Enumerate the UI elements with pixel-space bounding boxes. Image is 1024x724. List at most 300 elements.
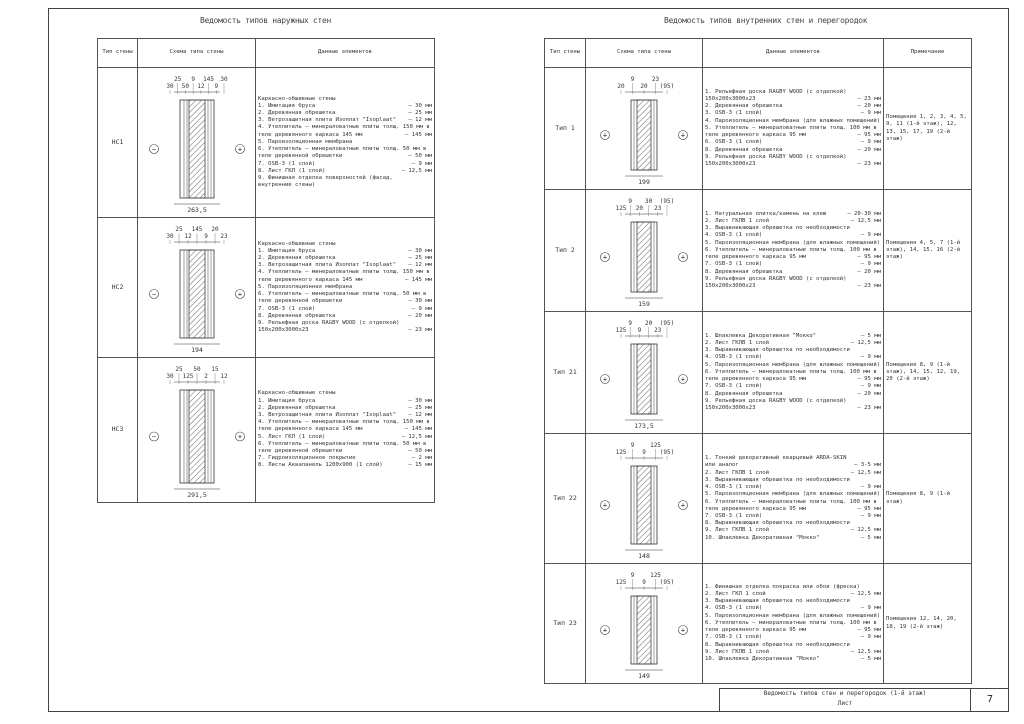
layer-line: [705, 649, 881, 656]
layer-text: 5. Пароизоляционная мембрана (для влажных помещений): [705, 361, 881, 368]
dimension-label: 9: [213, 82, 218, 90]
layer-text: 6. Утеплитель – минераловатные плиты толщ. 100 мм в: [705, 368, 877, 375]
layer-line: [705, 118, 881, 125]
layer-text: 5. Пароизоляционная мембрана (для влажных помещений): [705, 612, 881, 619]
layer-text: 5. Пароизоляционная мембрана (для влажных помещений): [705, 239, 881, 246]
layer-line: [705, 513, 881, 520]
layer-text: 7. OSB-3 (1 слой): [258, 160, 316, 167]
layer-thickness: – 20-30 мм: [847, 210, 881, 217]
table-row: [545, 68, 972, 190]
layer-text: 8. Выравнивающая обрешетка по необходимости: [705, 641, 850, 648]
layer-text: 1. Имитация бруса: [258, 397, 316, 404]
dimension-label: 9: [642, 448, 646, 456]
layer-line: [258, 412, 432, 419]
layer-text: 9. Рельефная доска RAGBY WOOD (с отделкой): [258, 319, 400, 326]
layer-text: 8. Деревянная обрешетка: [705, 390, 783, 397]
layer-text: 8. Деревянная обрешетка: [705, 146, 783, 153]
layer-thickness: [429, 96, 432, 103]
layer-line: [258, 448, 432, 455]
layer-line: [258, 455, 432, 462]
layer-text: 1. Натуральная плитка/камень на клею: [705, 210, 827, 217]
layer-text: 1. Рельефная доска RAGBY WOOD (с отделкой): [705, 88, 847, 95]
svg-text:+: +: [680, 375, 686, 383]
layer-thickness: – 30 мм: [408, 298, 432, 305]
layer-thickness: – 20 мм: [857, 103, 881, 110]
layer-line: [705, 634, 881, 641]
layer-thickness: – 12,5 мм: [850, 648, 881, 655]
layer-text: 3. Выравнивающая обрешетка по необходимости: [705, 476, 850, 483]
layer-text: теле деревянного каркаса 95 мм: [705, 132, 807, 139]
layer-text: 2. Лист ГКЛВ 1 слой: [705, 469, 769, 476]
layer-line: [258, 306, 432, 313]
layer-line: [705, 369, 881, 376]
wall-section-drawing: [141, 70, 253, 216]
layer-line: [258, 103, 432, 110]
layer-line: [705, 147, 881, 154]
svg-text:−: −: [151, 432, 156, 441]
layer-thickness: – 3-5 мм: [854, 462, 881, 469]
layer-line: [258, 284, 432, 291]
layer-line: [705, 627, 881, 634]
layer-thickness: – 20 мм: [857, 390, 881, 397]
dimension-label: (95): [659, 319, 675, 327]
layer-text: 6. Утеплитель – минераловатные плиты толщ. 50 мм в: [258, 146, 427, 153]
layer-thickness: [429, 139, 432, 146]
total-thickness-label: 149: [638, 671, 650, 680]
wall-scheme-cell: [138, 358, 256, 503]
layer-text: 7. OSB-3 (1 слой): [258, 305, 316, 312]
layer-thickness: – 23 мм: [857, 404, 881, 411]
layer-text: теле деревянного каркаса 145 мм: [258, 426, 363, 433]
layer-text: 5. Пароизоляционная мембрана: [258, 283, 353, 290]
layer-thickness: – 95 мм: [857, 254, 881, 261]
dimension-label: 125: [650, 441, 661, 449]
layer-line: [705, 354, 881, 361]
layer-thickness: – 50 мм: [408, 153, 432, 160]
dimension-label: 20: [640, 82, 648, 90]
svg-text:+: +: [237, 290, 242, 298]
table-row: [98, 358, 435, 503]
layer-thickness: [430, 419, 432, 426]
dimension-label: 25: [174, 365, 183, 373]
layer-text: 3. Ветрозащитная плита Изоплат "Isoplaat": [258, 411, 397, 418]
layer-line: [705, 362, 881, 369]
layer-text: 4. OSB-3 (1 слой): [705, 354, 763, 361]
layer-thickness: – 2 мм: [411, 455, 432, 462]
layer-thickness: [878, 247, 881, 254]
layer-text: 3. Выравнивающая обрешетка по необходимости: [705, 225, 850, 232]
layer-text: 4. Пароизоляционная мембрана (для влажных помещений): [705, 117, 881, 124]
table-row: [545, 190, 972, 312]
layer-thickness: [880, 613, 881, 620]
layer-text: 10. Шпаклевка Декоративная "Мокко": [705, 534, 820, 541]
layer-text: 150x200x3000x23: [705, 282, 756, 289]
layer-line: [258, 110, 432, 117]
dimension-label: 50: [181, 82, 189, 90]
dimension-label: 25: [173, 75, 181, 83]
layer-thickness: – 20 мм: [857, 146, 881, 153]
layer-line: [258, 398, 432, 405]
layer-text: 1. Имитация бруса: [258, 102, 316, 109]
layer-text: 150x200x3000x23: [705, 404, 756, 411]
dimension-label: 9: [628, 319, 633, 327]
wall-note: Помещения 8, 9 (1-й этаж), 14, 15, 12, 19, 20 (2-й этаж): [884, 312, 972, 434]
layer-line: [705, 462, 881, 469]
layer-text: 3. OSB-3 (1 слой): [705, 110, 763, 117]
layer-thickness: – 25 мм: [408, 404, 432, 411]
interior-walls-table: [544, 38, 972, 684]
wall-section-drawing: [589, 314, 699, 432]
layer-line: [258, 241, 432, 248]
layer-line: [258, 327, 432, 334]
layer-line: [705, 247, 881, 254]
layer-thickness: [429, 320, 432, 327]
layer-line: [258, 255, 432, 262]
svg-text:+: +: [602, 501, 608, 509]
table-row: [545, 434, 972, 564]
total-thickness-label: 159: [638, 299, 650, 308]
layer-text: 6. Утеплитель – минераловатные плиты толщ. 100 мм в: [705, 498, 877, 505]
wall-type-label: Тип 22: [545, 434, 586, 564]
layer-line: [258, 132, 432, 139]
layer-thickness: [878, 598, 881, 605]
layer-text: 8. Листы Аквапанель 1200x900 (1 слой): [258, 462, 383, 469]
table-row: [545, 564, 972, 684]
layer-line: [705, 218, 881, 225]
column-header-type: Тип стены: [545, 39, 586, 68]
layer-thickness: [878, 347, 881, 354]
layer-thickness: – 12 мм: [408, 117, 432, 124]
layer-thickness: – 23 мм: [857, 282, 881, 289]
layer-text: 150x200x3000x23: [705, 160, 756, 167]
layer-text: 2. Деревянная обрешетка: [258, 110, 336, 117]
layer-thickness: [878, 369, 881, 376]
layer-line: [258, 117, 432, 124]
layer-text: 2. Лист ГКЛВ 1 слой: [705, 218, 769, 225]
dimension-label: (95): [659, 578, 675, 586]
total-thickness-label: 194: [190, 345, 203, 354]
svg-text:+: +: [680, 626, 686, 634]
svg-text:+: +: [602, 375, 608, 383]
layer-text: 6. Утеплитель – минераловатные плиты толщ. 50 мм в: [258, 440, 427, 447]
dimension-label: 9: [637, 326, 642, 334]
layer-line: [705, 240, 881, 247]
layer-text: 3. Ветрозащитная плита Изоплат "Isoplaat": [258, 117, 397, 124]
layer-text: 5. Утеплитель – минераловатные плиты толщ. 100 мм в: [705, 124, 877, 131]
table-row: [98, 218, 435, 358]
wall-section-drawing: [589, 566, 699, 682]
layer-thickness: – 9 мм: [860, 261, 881, 268]
layer-thickness: [878, 89, 881, 96]
wall-type-label: Тип 21: [545, 312, 586, 434]
dimension-label: 2: [203, 372, 208, 380]
layer-line: [258, 124, 432, 131]
layer-text: 150x200x3000x23: [258, 327, 309, 334]
layer-line: [258, 277, 432, 284]
layer-text: 7. OSB-3 (1 слой): [705, 383, 763, 390]
layer-text: Каркасно-обшивные стены: [258, 240, 336, 247]
layer-thickness: [429, 390, 432, 397]
layer-text: теле деревянного каркаса 145 мм: [258, 276, 363, 283]
layer-text: 9. Рельефная доска RAGBY WOOD (с отделкой): [705, 397, 847, 404]
layer-thickness: – 20 мм: [408, 312, 432, 319]
wall-note: Помещения 1, 2, 3, 4, 5, 9, 11 (1-й этаж), 12, 13, 15, 17, 19 (2-й этаж): [884, 68, 972, 190]
layer-text: 2. Лист ГКЛВ 1 слой: [705, 340, 769, 347]
dimension-label: 9: [628, 197, 633, 205]
layer-thickness: [878, 455, 881, 462]
layer-thickness: [878, 520, 881, 527]
dimension-label: 9: [630, 571, 635, 579]
dimension-label: 30: [644, 197, 653, 205]
layer-line: [705, 154, 881, 161]
layer-thickness: [878, 499, 881, 506]
layer-line: [705, 225, 881, 232]
insulation-layer: [637, 344, 651, 414]
layer-text: 1. Тонкий декоративный кварцевый ARDA-SKIN: [705, 455, 847, 462]
layer-line: [705, 283, 881, 290]
dimension-label: (95): [659, 448, 675, 456]
title-block-title: Ведомость типов стен и перегородок (1-й этаж): [763, 690, 927, 697]
wall-layers-description: [703, 434, 884, 564]
layer-line: [258, 248, 432, 255]
dimension-label: 125: [615, 448, 627, 456]
layer-line: [705, 620, 881, 627]
layer-line: [705, 383, 881, 390]
layer-thickness: [430, 124, 432, 131]
insulation-layer: [637, 222, 651, 292]
dimension-label: 30: [165, 82, 174, 90]
layer-line: [258, 462, 432, 469]
wall-section-drawing: [141, 360, 253, 501]
svg-text:+: +: [237, 145, 242, 153]
layer-text: 8. Лист ГКЛ (1 слой): [258, 167, 326, 174]
layer-line: [705, 613, 881, 620]
dimension-label: 20: [635, 204, 644, 212]
column-header-scheme: Схема типа стены: [586, 39, 703, 68]
layer-text: 1. Шпаклевка Декоративная "Мокко": [705, 332, 817, 339]
layer-thickness: – 12,5 мм: [850, 340, 881, 347]
layer-line: [705, 535, 881, 542]
layer-line: [258, 298, 432, 305]
layer-thickness: – 5 мм: [860, 534, 881, 541]
svg-text:−: −: [151, 290, 156, 298]
layer-thickness: – 30 мм: [408, 102, 432, 109]
wall-note: Помещения 8, 9 (1-й этаж): [884, 434, 972, 564]
layer-thickness: – 9 мм: [860, 484, 881, 491]
table-row: [98, 68, 435, 218]
layer-line: [258, 96, 432, 103]
svg-text:+: +: [680, 501, 686, 509]
wall-scheme-cell: [586, 190, 703, 312]
dimension-label: 25: [174, 225, 183, 233]
layer-line: [258, 161, 432, 168]
column-header-data: Данные элементов: [256, 39, 435, 68]
layer-line: [705, 656, 881, 663]
layer-thickness: [878, 620, 881, 627]
layer-line: [258, 441, 432, 448]
layer-thickness: – 30 мм: [408, 397, 432, 404]
layer-line: [705, 499, 881, 506]
layer-thickness: – 95 мм: [857, 376, 881, 383]
layer-text: 6. OSB-3 (1 слой): [705, 139, 763, 146]
layer-text: 7. OSB-3 (1 слой): [705, 512, 763, 519]
layer-text: 6. Утеплитель – минераловатные плиты толщ. 100 мм в: [705, 246, 877, 253]
layer-line: [705, 96, 881, 103]
layer-thickness: [429, 441, 432, 448]
layer-thickness: – 23 мм: [857, 160, 881, 167]
wall-section-drawing: [589, 70, 699, 188]
dimension-label: 9: [642, 578, 646, 586]
layer-text: 4. Утеплитель – минераловатные плиты толщ. 150 мм в: [258, 124, 430, 131]
layer-line: [705, 125, 881, 132]
insulation-layer: [189, 250, 205, 338]
layer-thickness: – 5 мм: [860, 332, 881, 339]
svg-text:+: +: [602, 253, 608, 261]
layer-text: 4. OSB-3 (1 слой): [705, 232, 763, 239]
layer-thickness: [878, 642, 881, 649]
layer-line: [258, 390, 432, 397]
layer-line: [705, 139, 881, 146]
insulation-layer: [189, 100, 205, 198]
layer-text: или аналог: [705, 462, 739, 469]
dimension-label: 30: [165, 232, 174, 240]
wall-note: Помещения 4, 5, 7 (1-й этаж), 14, 15, 16 (2-й этаж): [884, 190, 972, 312]
layer-thickness: – 9 мм: [860, 605, 881, 612]
insulation-layer: [637, 466, 651, 544]
layer-thickness: [878, 398, 881, 405]
layer-line: [705, 591, 881, 598]
wall-layers-description: [703, 564, 884, 684]
layer-thickness: [880, 362, 881, 369]
layer-text: 9. Рельефная доска RAGBY WOOD (с отделкой): [705, 275, 847, 282]
dimension-label: 125: [182, 372, 193, 380]
layer-line: [258, 168, 432, 175]
layer-line: [705, 232, 881, 239]
layer-thickness: [878, 225, 881, 232]
dimension-label: (95): [659, 82, 675, 90]
layer-text: 5. Лист ГКЛ (1 слой): [258, 433, 326, 440]
layer-thickness: – 9 мм: [860, 512, 881, 519]
layer-thickness: – 25 мм: [408, 110, 432, 117]
svg-text:+: +: [602, 626, 608, 634]
insulation-layer: [637, 596, 651, 664]
layer-text: 9. Финишная отделка поверхностей (фасад,: [258, 174, 393, 181]
layer-text: 7. Гидроизоляционное покрытие: [258, 455, 356, 462]
wall-type-label: НС2: [98, 218, 138, 358]
dimension-label: 23: [654, 204, 662, 212]
dimension-label: 125: [650, 571, 661, 579]
layer-line: [258, 269, 432, 276]
layer-thickness: – 12,5 мм: [850, 527, 881, 534]
layer-thickness: – 25 мм: [408, 255, 432, 262]
layer-text: 150x200x3000x23: [705, 96, 756, 103]
dimension-label: 12: [219, 372, 228, 380]
svg-text:−: −: [151, 145, 156, 153]
layer-line: [705, 398, 881, 405]
wall-type-label: Тип 23: [545, 564, 586, 684]
layer-thickness: [430, 269, 432, 276]
layer-thickness: – 145 мм: [405, 426, 432, 433]
layer-thickness: – 9 мм: [860, 634, 881, 641]
layer-line: [705, 455, 881, 462]
layer-line: [258, 175, 432, 182]
wall-scheme-cell: [138, 68, 256, 218]
wall-layers-description: [703, 68, 884, 190]
layer-text: Каркасно-обшивные стены: [258, 95, 336, 102]
layer-line: [705, 211, 881, 218]
wall-section-drawing: [589, 436, 699, 562]
layer-text: 9. Лист ГКЛВ 1 слой: [705, 527, 769, 534]
wall-type-label: Тип 1: [545, 68, 586, 190]
layer-text: 2. Лист ГКЛ 1 слой: [705, 591, 766, 598]
layer-line: [705, 103, 881, 110]
layer-thickness: – 9 мм: [860, 139, 881, 146]
layer-thickness: – 5 мм: [860, 655, 881, 662]
layer-line: [705, 605, 881, 612]
layer-text: 7. OSB-3 (1 слой): [705, 634, 763, 641]
wall-type-label: НС1: [98, 68, 138, 218]
layer-text: 4. Утеплитель – минераловатные плиты толщ. 150 мм в: [258, 419, 430, 426]
wall-layers-description: [703, 190, 884, 312]
layer-line: [705, 491, 881, 498]
wall-section-drawing: [141, 220, 253, 356]
column-header-note: Примечание: [884, 39, 972, 68]
sheet-number: 7: [986, 694, 994, 705]
wall-scheme-cell: [586, 312, 703, 434]
total-thickness-label: 148: [638, 551, 650, 560]
dimension-label: 125: [615, 578, 627, 586]
layer-text: теле деревянного каркаса 145 мм: [258, 131, 363, 138]
title-block-name: [720, 689, 971, 712]
layer-thickness: – 9 мм: [860, 354, 881, 361]
layer-line: [258, 139, 432, 146]
layer-thickness: [878, 154, 881, 161]
layer-line: [258, 313, 432, 320]
layer-text: 3. Выравнивающая обрешетка по необходимости: [705, 347, 850, 354]
svg-text:+: +: [237, 432, 242, 441]
title-block: [719, 688, 1009, 712]
layer-thickness: – 23 мм: [408, 327, 432, 334]
dimension-label: 15: [210, 365, 219, 373]
layer-text: 4. OSB-3 (1 слой): [705, 484, 763, 491]
layer-line: [705, 391, 881, 398]
insulation-layer: [189, 390, 205, 483]
layer-text: 9. Рельефная доска RAGBY WOOD (с отделкой): [705, 153, 847, 160]
layer-text: 9. Лист ГКЛВ 1 слой: [705, 648, 769, 655]
layer-line: [705, 347, 881, 354]
dimension-label: 145: [202, 75, 214, 83]
layer-text: 1. Финишная отделка покраска или обои (фреска): [705, 583, 860, 590]
layer-thickness: – 95 мм: [857, 627, 881, 634]
svg-text:+: +: [602, 131, 608, 139]
layer-thickness: – 12 мм: [408, 262, 432, 269]
column-header-scheme: Схема типа стены: [138, 39, 256, 68]
layer-line: [705, 110, 881, 117]
dimension-label: 9: [630, 75, 635, 83]
wall-layers-description: [256, 358, 435, 503]
layer-text: 10. Шпаклевка Декоративная "Мокко": [705, 655, 820, 662]
dimension-label: 9: [190, 75, 195, 83]
layer-text: 4. Утеплитель – минераловатные плиты толщ. 150 мм в: [258, 269, 430, 276]
layer-line: [705, 276, 881, 283]
wall-scheme-cell: [586, 564, 703, 684]
layer-text: 8. Деревянная обрешетка: [258, 312, 336, 319]
dimension-label: 125: [615, 326, 627, 334]
layer-thickness: – 12,5 мм: [401, 167, 432, 174]
layer-thickness: [880, 240, 881, 247]
dimension-label: 125: [615, 204, 627, 212]
layer-line: [705, 584, 881, 591]
